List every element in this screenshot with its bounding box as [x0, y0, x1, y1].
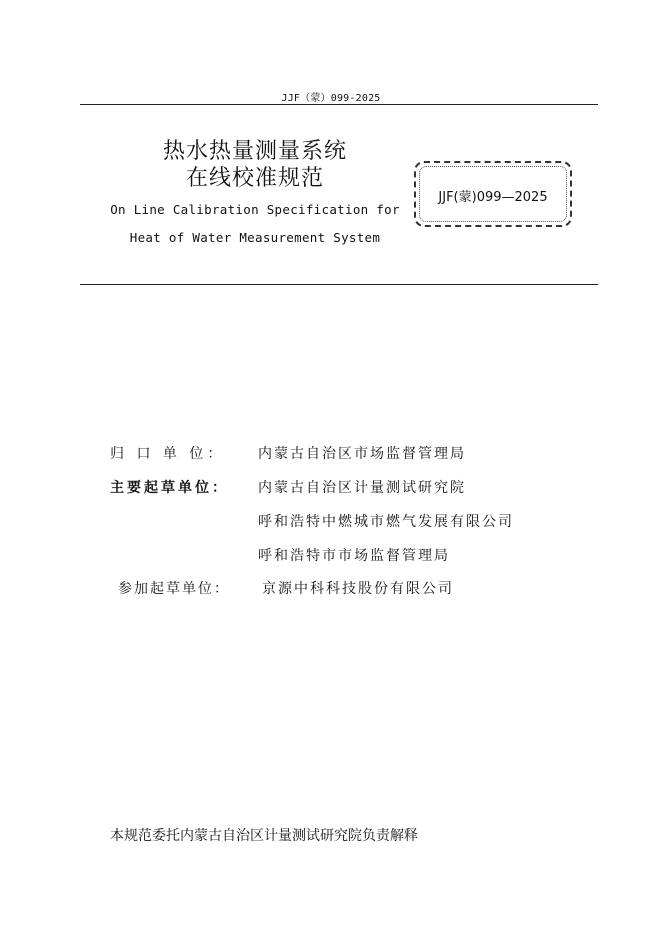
middle-rule [80, 284, 598, 285]
participating-drafting-unit-value: 京源中科科技股份有限公司 [262, 581, 454, 597]
guikou-unit-value: 内蒙古自治区市场监督管理局 [258, 446, 466, 462]
main-drafting-unit-3: 呼和浩特市市场监督管理局 [258, 548, 450, 564]
participating-drafting-unit-label: 参加起草单位： [118, 581, 230, 597]
title-chinese-line-2: 在线校准规范 [185, 166, 324, 191]
main-drafting-unit-label: 主要起草单位： [110, 480, 229, 496]
standard-code-box [414, 161, 572, 227]
title-chinese-line-1: 热水热量测量系统 [162, 139, 347, 164]
guikou-unit-label: 归 口 单 位： [110, 446, 226, 462]
title-english-line-2: Heat of Water Measurement System [129, 230, 381, 245]
main-drafting-unit-2: 呼和浩特中燃城市燃气发展有限公司 [258, 514, 514, 530]
top-rule [80, 104, 598, 105]
standard-code-box-text: JJF(蒙)099—2025 [438, 190, 548, 205]
title-english-line-1: On Line Calibration Specification for [110, 202, 400, 217]
main-drafting-unit-1: 内蒙古自治区计量测试研究院 [258, 480, 466, 496]
header-standard-code: JJF（蒙）099-2025 [281, 93, 381, 104]
interpretation-note: 本规范委托内蒙古自治区计量测试研究院负责解释 [110, 828, 418, 844]
